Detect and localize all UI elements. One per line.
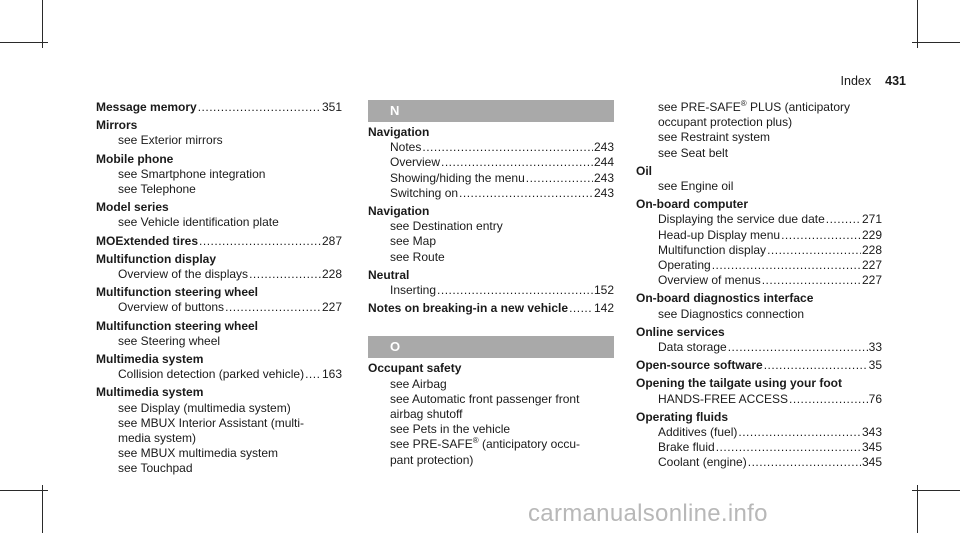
see-reference[interactable]: see Route (390, 249, 445, 264)
page-ref[interactable]: 227 (861, 258, 882, 273)
letter-section-bar: O (368, 336, 614, 358)
index-entry (96, 118, 342, 148)
entry-title: Mirrors (96, 118, 138, 133)
page-ref[interactable]: 227 (321, 300, 342, 315)
index-entry (96, 234, 342, 249)
crop-mark (912, 42, 960, 43)
page-ref[interactable]: 163 (321, 367, 342, 382)
entry-title: Opening the tailgate using your foot (636, 376, 842, 391)
subentry-label: Overview of the displays (118, 267, 249, 282)
see-reference[interactable]: see Display (multimedia system) (118, 400, 291, 415)
entry-title: On-board diagnostics interface (636, 291, 814, 306)
index-column-2 (368, 100, 614, 471)
index-column-1 (96, 100, 342, 480)
page-number: 431 (885, 74, 906, 88)
crop-mark (0, 42, 48, 43)
entry-title: Navigation (368, 125, 430, 139)
page-ref[interactable]: 142 (593, 301, 614, 316)
index-entry (96, 200, 342, 230)
index-entry (636, 325, 882, 355)
see-reference[interactable]: see Engine oil (658, 179, 734, 194)
entry-title: Mobile phone (96, 151, 174, 166)
entry-title: Multimedia system (96, 352, 204, 367)
entry-title: Multimedia system (96, 385, 204, 400)
see-reference[interactable]: see Smartphone integration (118, 166, 266, 181)
page-ref[interactable]: 228 (321, 267, 342, 282)
page-ref[interactable]: 244 (593, 155, 614, 170)
page-ref[interactable]: 152 (593, 283, 614, 298)
see-reference[interactable]: see Pets in the vehicle (390, 422, 511, 437)
see-reference[interactable]: see MBUX Interior Assistant (multi- (118, 415, 305, 430)
subentry-label: Brake fluid (658, 440, 715, 455)
index-entry (96, 100, 342, 115)
see-reference[interactable]: see Map (390, 234, 437, 249)
subentry-label: Notes (390, 140, 422, 155)
entry-title: Online services (636, 324, 725, 339)
index-entry (636, 376, 882, 406)
page-ref[interactable]: 243 (593, 170, 614, 185)
index-entry (96, 285, 342, 315)
page-ref[interactable]: 35 (868, 358, 882, 373)
subentry-label: Inserting (390, 283, 437, 298)
section-label: Index (840, 74, 872, 88)
subentry-label: Overview of buttons (118, 300, 225, 315)
see-reference[interactable]: see Steering wheel (118, 333, 221, 348)
entry-title: Multifunction steering wheel (96, 285, 259, 300)
index-entry (368, 125, 614, 201)
index-entry (96, 152, 342, 198)
index-entry (636, 197, 882, 288)
see-reference: occupant protection plus) (658, 115, 793, 130)
see-reference[interactable]: see PRE-SAFE® PLUS (anticipatory (658, 99, 850, 114)
index-entry (636, 291, 882, 321)
see-reference[interactable]: see Automatic front passenger front (390, 391, 580, 406)
entry-title: Message memory (96, 100, 197, 114)
entry-title: Operating fluids (636, 409, 729, 424)
entry-title: Oil (636, 163, 653, 178)
crop-mark (912, 490, 960, 491)
subentry-label: Collision detection (parked vehicle) (118, 367, 305, 382)
index-entry (636, 164, 882, 194)
index-entry (636, 358, 882, 373)
see-reference[interactable]: see Exterior mirrors (118, 133, 223, 148)
entry-title: On-board computer (636, 197, 749, 212)
site-watermark: carmanualsonline.info (528, 500, 768, 527)
index-entry (368, 361, 614, 467)
entry-title: Multifunction steering wheel (96, 318, 259, 333)
page-ref[interactable]: 76 (868, 391, 882, 406)
page-ref[interactable]: 345 (861, 440, 882, 455)
subentry-label: Multifunction display (658, 242, 767, 257)
see-reference[interactable]: see MBUX multimedia system (118, 446, 279, 461)
crop-mark (917, 0, 918, 48)
page-ref[interactable]: 243 (593, 185, 614, 200)
subentry-label: Showing/hiding the menu (390, 170, 525, 185)
see-reference: media system) (118, 431, 197, 446)
subentry-label: Operating (658, 258, 711, 273)
see-reference[interactable]: see Diagnostics connection (658, 306, 805, 321)
see-reference[interactable]: see Restraint system (658, 130, 771, 145)
page-ref[interactable]: 33 (868, 340, 882, 355)
entry-title: Model series (96, 200, 169, 215)
subentry-label: HANDS-FREE ACCESS (658, 391, 789, 406)
page-ref[interactable]: 287 (321, 233, 342, 248)
see-reference[interactable]: see Vehicle identification plate (118, 215, 279, 230)
page-header (841, 74, 906, 88)
subentry-label: Coolant (engine) (658, 455, 747, 470)
subentry-label: Overview (390, 155, 441, 170)
entry-title: Neutral (368, 267, 410, 282)
entry-title: Multifunction display (96, 251, 216, 266)
crop-mark (42, 485, 43, 533)
letter-section-bar: N (368, 100, 614, 122)
entry-title: Occupant safety (368, 361, 462, 376)
see-reference[interactable]: see Airbag (390, 376, 447, 391)
page-ref[interactable]: 229 (861, 227, 882, 242)
page-ref[interactable]: 227 (861, 273, 882, 288)
subentry-label: Data storage (658, 340, 727, 355)
page-ref[interactable]: 243 (593, 140, 614, 155)
subentry-label: Head-up Display menu (658, 227, 781, 242)
subentry-label: Displaying the service due date (658, 212, 825, 227)
see-reference: airbag shutoff (390, 407, 463, 422)
see-reference: pant protection) (390, 452, 474, 467)
page-ref[interactable]: 351 (321, 100, 342, 114)
entry-title: Navigation (368, 204, 430, 219)
subentry-label: Switching on (390, 185, 459, 200)
crop-mark (42, 0, 43, 48)
page-ref[interactable]: 271 (861, 212, 882, 227)
entry-title: MOExtended tires (96, 233, 199, 248)
index-entry (96, 252, 342, 282)
entry-title: Open-source software (636, 358, 763, 373)
see-reference[interactable]: see PRE-SAFE® (anticipatory occu- (390, 436, 580, 452)
index-entry (368, 268, 614, 298)
page-ref[interactable]: 345 (861, 455, 882, 470)
entry-title: Notes on breaking-in a new vehicle (368, 301, 569, 316)
index-entry (96, 352, 342, 382)
index-entry (96, 319, 342, 349)
index-column-3 (636, 100, 882, 474)
index-entry (636, 100, 882, 161)
crop-mark (917, 485, 918, 533)
see-reference[interactable]: see Touchpad (118, 461, 193, 476)
subentry-label: Additives (fuel) (658, 425, 738, 440)
index-entry (368, 204, 614, 265)
see-reference[interactable]: see Seat belt (658, 145, 729, 160)
crop-mark (0, 490, 48, 491)
see-reference[interactable]: see Destination entry (390, 219, 503, 234)
index-entry (368, 301, 614, 316)
subentry-label: Overview of menus (658, 273, 761, 288)
index-entry (96, 385, 342, 476)
page-ref[interactable]: 343 (861, 425, 882, 440)
page-ref[interactable]: 228 (861, 242, 882, 257)
see-reference[interactable]: see Telephone (118, 182, 196, 197)
index-entry (636, 410, 882, 471)
